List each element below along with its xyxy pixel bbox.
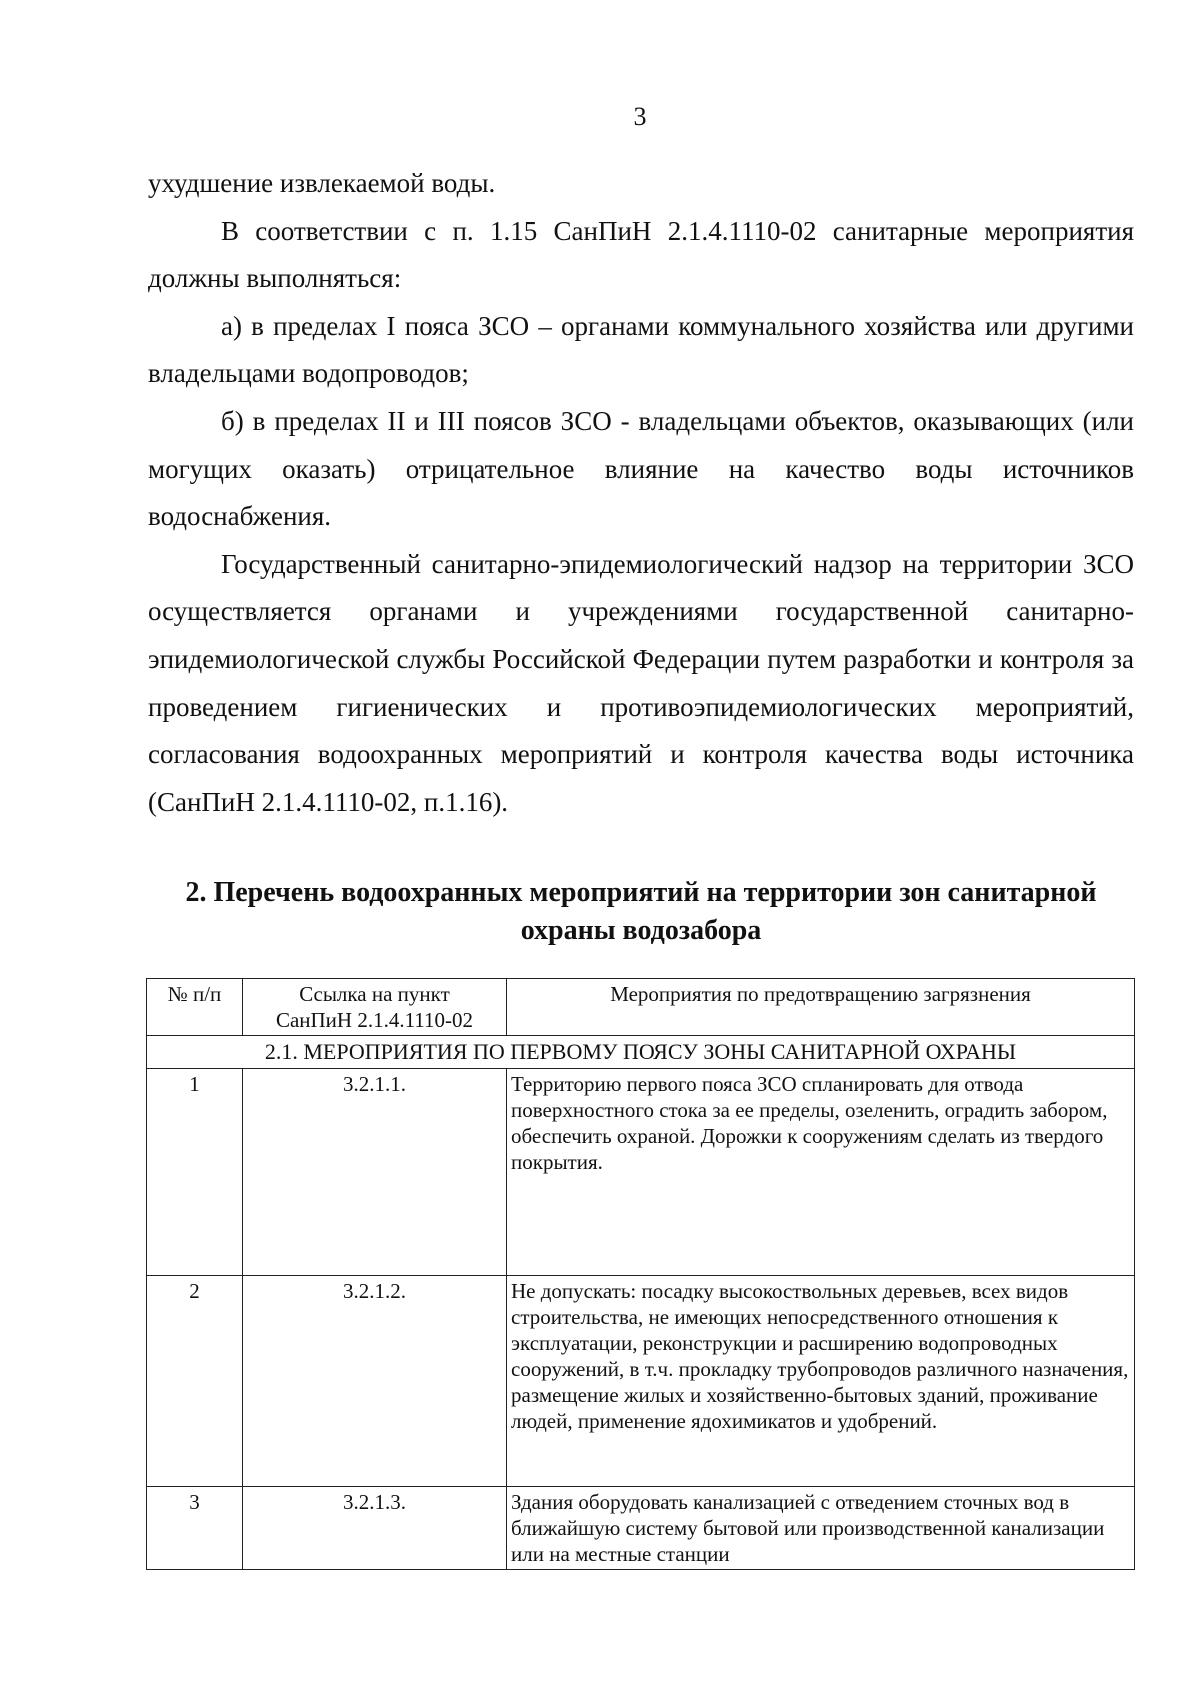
header-ref-line2: СанПиН 2.1.4.1110-02: [275, 1008, 474, 1032]
table-row: [147, 1487, 1135, 1570]
header-ref-line1: Ссылка на пункт: [299, 982, 450, 1006]
table-row: [147, 1069, 1135, 1276]
paragraph-item-a: а) в пределах I пояса ЗСО – органами коммунального хозяйства или другими владельцами водопроводов;: [148, 310, 1134, 389]
header-ref: [243, 979, 507, 1036]
body-text: [148, 160, 1134, 826]
row-ref: 3.2.1.1.: [243, 1069, 507, 1276]
section-title: [148, 874, 1134, 950]
table-header-row: [147, 979, 1135, 1036]
section-title-line2: охраны водозабора: [520, 915, 762, 946]
paragraph-state-supervision: Государственный санитарно-эпидемиологический надзор на территории ЗСО осуществляется органами и учреждениями государственной санитарно-эпидемиологической службы Российской Федерации путем разработки и контроля за проведением гигиенических и противоэпидемиологических мероприятий, согласования водоохранных мероприятий и контроля качества воды источника (СанПиН 2.1.4.1110-02, п.1.16).: [148, 548, 1134, 817]
header-num: № п/п: [147, 979, 243, 1036]
row-num: 1: [147, 1069, 243, 1276]
section-title-line1: 2. Перечень водоохранных мероприятий на территории зон санитарной: [185, 877, 1097, 908]
section-row-title: 2.1. МЕРОПРИЯТИЯ ПО ПЕРВОМУ ПОЯСУ ЗОНЫ САНИТАРНОЙ ОХРАНЫ: [147, 1036, 1135, 1069]
row-ref: 3.2.1.3.: [243, 1487, 507, 1570]
table-section-row: [147, 1036, 1135, 1069]
paragraph-sanpin-reference: В соответствии с п. 1.15 СанПиН 2.1.4.1110-02 санитарные мероприятия должны выполняться:: [148, 215, 1134, 294]
page-number: 3: [633, 102, 647, 131]
row-text: Здания оборудовать канализацией с отведением сточных вод в ближайшую систему бытовой или производственной канализации или на местные станции: [507, 1487, 1135, 1570]
measures-table: [146, 978, 1135, 1570]
row-num: 2: [147, 1276, 243, 1487]
paragraph-item-b: б) в пределах II и III поясов ЗСО - владельцами объектов, оказывающих (или могущих оказать) отрицательное влияние на качество воды источников водоснабжения.: [148, 405, 1134, 532]
row-text: Не допускать: посадку высокоствольных деревьев, всех видов строительства, не имеющих непосредственного отношения к эксплуатации, реконструкции и расширению водопроводных сооружений, в т.ч. прокладку трубопроводов различного назначения, размещение жилых и хозяйственно-бытовых зданий, проживание людей, применение ядохимикатов и удобрений.: [507, 1276, 1135, 1487]
paragraph-continuation: ухудшение извлекаемой воды.: [148, 168, 496, 198]
row-num: 3: [147, 1487, 243, 1570]
row-text: Территорию первого пояса ЗСО спланировать для отвода поверхностного стока за ее пределы, озеленить, оградить забором, обеспечить охраной. Дорожки к сооружениям сделать из твердого покрытия.: [507, 1069, 1135, 1276]
row-ref: 3.2.1.2.: [243, 1276, 507, 1487]
table-row: [147, 1276, 1135, 1487]
header-measure: Мероприятия по предотвращению загрязнения: [507, 979, 1135, 1036]
